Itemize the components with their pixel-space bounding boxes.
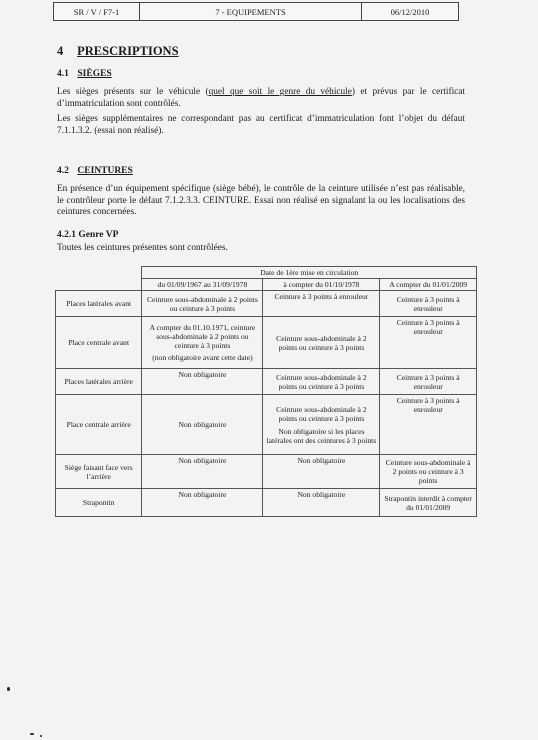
text-run: Les sièges présents sur le véhicule ( [57, 87, 209, 97]
section-4-1-title: SIÈGES [77, 69, 112, 79]
table-cell: Non obligatoire [142, 395, 263, 455]
table-cell: Non obligatoire [263, 489, 380, 517]
table-cell: Ceinture sous-abdominale à 2 points ou ceinture à 3 points [263, 369, 380, 395]
table-cell: Non obligatoire [142, 455, 263, 489]
table-header-row [56, 279, 477, 291]
table-row [56, 455, 477, 489]
column-header: A compter du 01/01/2009 [380, 279, 477, 291]
table-cell: Strapontin interdit à compter du 01/01/2009 [380, 489, 477, 517]
table-corner [56, 279, 142, 291]
table-row [56, 291, 477, 317]
column-header: à compter du 01/10/1978 [263, 279, 380, 291]
table-cell: Ceinture à 3 points à enrouleur [263, 291, 380, 317]
table-cell: Ceinture sous-abdominale à 2 points ou ceinture à 3 points [142, 291, 263, 317]
table-cell: Non obligatoire [263, 455, 380, 489]
cell-note: (non obligatoire avant cette date) [152, 353, 253, 362]
table-row [56, 317, 477, 369]
cell-text: Ceinture sous-abdominale à 2 points ou ceinture à 3 points [276, 404, 367, 423]
section-4-2-1-paragraph: Toutes les ceintures présentes sont contrôlées. [57, 243, 228, 253]
header-date: 06/12/2010 [390, 6, 430, 17]
table-cell [263, 395, 380, 455]
section-4-title: PRESCRIPTIONS [77, 44, 179, 58]
table-cell: Non obligatoire [142, 369, 263, 395]
section-4-2-number: 4.2 [57, 166, 69, 176]
text-run: ) et prévus par le certificat d’immatriculation sont contrôlés. [57, 87, 466, 109]
cell-text: A compter du 01.10.1971, ceinture sous-abdominale à 2 points ou ceinture à 3 points [149, 323, 256, 350]
table-corner [56, 267, 142, 279]
row-label: Places latérales avant [56, 291, 142, 317]
header-section: 7 - EQUIPEMENTS [140, 3, 362, 20]
table-cell: Ceinture à 3 points à enrouleur [380, 317, 477, 369]
table-cell [142, 317, 263, 369]
table-cell: Ceinture à 3 points à enrouleur [380, 291, 477, 317]
scan-speck [40, 735, 42, 737]
table-row [56, 395, 477, 455]
section-4-1-heading [57, 69, 112, 79]
underlined-text: quel que soit le genre du véhicule [208, 87, 352, 97]
column-header: du 01/09/1967 au 31/09/1978 [142, 279, 263, 291]
section-4-1-number: 4.1 [57, 69, 69, 79]
section-4-number: 4 [57, 44, 64, 58]
table-row [56, 489, 477, 517]
cell-note: Non obligatoire si les places latérales ont des ceintures à 3 points [266, 426, 377, 445]
header-ref: SR / V / F7-1 [54, 3, 140, 20]
scan-speck [30, 733, 34, 735]
row-label: Strapontin [56, 489, 142, 517]
row-label: Place centrale avant [56, 317, 142, 369]
section-4-2-heading [57, 166, 133, 176]
seatbelt-table [55, 266, 477, 517]
table-group-header-row [56, 267, 477, 279]
page-header [53, 2, 459, 21]
row-label: Places latérales arrière [56, 369, 142, 395]
table-cell: Ceinture sous-abdominale à 2 points ou ceinture à 3 points [263, 317, 380, 369]
section-4-2-1-heading: 4.2.1 Genre VP [57, 230, 119, 240]
row-label: Place centrale arrière [56, 395, 142, 455]
section-4-1-paragraph-2: Les sièges supplémentaires ne correspondant pas au certificat d’immatriculation font l’objet du défaut 7.1.1.3.2. (essai non réalisé). [57, 114, 465, 136]
row-label: Siège faisant face vers l’arrière [56, 455, 142, 489]
table-group-header: Date de 1ère mise en circulation [142, 267, 477, 279]
section-4-heading [57, 44, 179, 59]
table-cell: Ceinture à 3 points à enrouleur [380, 369, 477, 395]
table-cell: Non obligatoire [142, 489, 263, 517]
section-4-2-title: CEINTURES [77, 166, 133, 176]
table-row [56, 369, 477, 395]
scan-speck [7, 687, 10, 691]
section-4-1-paragraph-1 [57, 87, 465, 110]
table-cell: Ceinture sous-abdominale à 2 points ou ceinture à 3 points [380, 455, 477, 489]
table-cell: Ceinture à 3 points à enrouleur [380, 395, 477, 455]
section-4-2-paragraph: En présence d’un équipement spécifique (siège bébé), le contrôle de la ceinture utilisée n’est pas réalisable, le contrôleur porte le défaut 7.1.2.3.3. CEINTURE. Essai non réalisé en signalant la ou les localisations des ceintures concernées. [57, 184, 465, 218]
